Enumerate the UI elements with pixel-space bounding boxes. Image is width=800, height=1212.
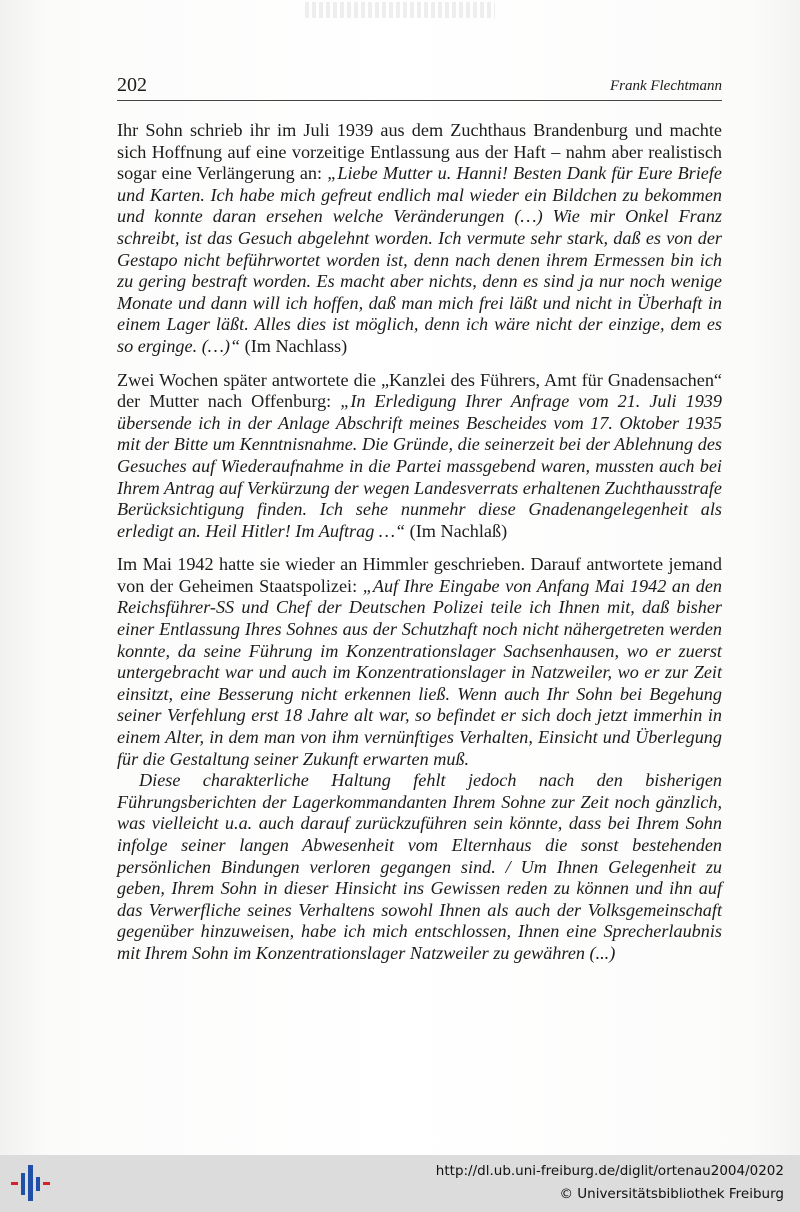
running-head-author: Frank Flechtmann — [609, 78, 722, 94]
logo-bar-left — [21, 1173, 25, 1195]
paragraph — [117, 120, 722, 358]
text-run: Im Mai 1942 hatte sie wieder an Himmler geschrieben. Darauf antwortete jemand von der Geheimen Staatspolizei: — [117, 554, 722, 596]
logo-bar-center — [28, 1165, 33, 1201]
logo-dash-right — [43, 1182, 50, 1185]
logo-bar-right — [36, 1177, 40, 1191]
header-rule — [117, 100, 722, 101]
page-header — [117, 74, 722, 100]
ub-freiburg-logo-icon — [8, 1163, 52, 1203]
page-number: 202 — [117, 74, 147, 96]
text-run: (Im Nachlass) — [240, 335, 348, 356]
quoted-text: „Liebe Mutter u. Hanni! Besten Dank für Eure Briefe und Karten. Ich habe mich gefreut endlich mal wieder ein Bildchen zu bekommen und konnte daran ersehen welche Veränderungen (…) Wie mir Onkel Franz schreibt, ist das Gesuch abgelehnt worden. Ich vermute sehr stark, daß es von der Gestapo nicht beführwortet worden ist, denn nach denen ihrem Ermessen bin ich zu gering bestraft worden. Es macht aber nichts, denn es sind ja nur noch wenige Monate und dann will ich hoffen, daß man mich frei läßt und nicht in Überhaft in einem Lager läßt. Alles dies ist möglich, denn ich wäre nicht der einzige, dem es so erginge. (…)“ — [117, 163, 723, 356]
quoted-text: Diese charakterliche Haltung fehlt jedoch nach den bisherigen Führungsberichten der Lagerkommandanten Ihrem Sohne zur Zeit noch gänzlich, was vielleicht u.a. auch darauf zurückzuführen sein könnte, dass bei Ihrem Sohn infolge seiner langen Abwesenheit vom Elternhaus die sonst bestehenden persönlichen Bindungen verloren gegangen sind. / Um Ihnen Gelegenheit zu geben, Ihrem Sohn in dieser Hinsicht ins Gewissen reden zu können und ihn auf das Verwerfliche seines Verhaltens sowohl Ihnen als auch der Volksgemeinschaft gegenüber hinzuweisen, habe ich mich entschlossen, Ihnen eine Sprecherlaubnis mit Ihrem Sohn im Konzentrationslager Natzweiler zu gewähren (...) — [117, 770, 722, 963]
body-text — [117, 120, 722, 965]
bleed-through-text — [305, 2, 495, 18]
quoted-text: „Auf Ihre Eingabe von Anfang Mai 1942 an den Reichsführer-SS und Chef der Deutschen Polizei teile ich Ihnen mit, daß bisher einer Entlassung Ihres Sohnes aus der Schutzhaft noch nicht nähergetreten werden konnte, da seine Führung im Konzentrationslager Sachsenhausen, wo er zuerst untergebracht war und auch im Konzentrationslager in Natzweiler, wo er zur Zeit einsitzt, eine Besserung nicht erkennen ließ. Wenn auch Ihr Sohn bei Begehung seiner Verfehlung erst 18 Jahre alt war, so befindet er sich doch jetzt immerhin in einem Alter, in dem man von ihm vernünftiges Verhalten, Einsicht und Überlegung für die Gestaltung seiner Zukunft erwarten muß. — [117, 575, 723, 769]
text-run: (Im Nachlaß) — [405, 520, 508, 541]
paragraph — [117, 770, 722, 964]
paragraph — [117, 370, 722, 543]
paragraph — [117, 554, 722, 770]
copyright-notice: © Universitätsbibliothek Freiburg — [559, 1186, 784, 1202]
source-url-link[interactable]: http://dl.ub.uni-freiburg.de/diglit/ortenau2004/0202 — [435, 1163, 784, 1179]
logo-dash-left — [11, 1182, 18, 1185]
viewer-footer — [0, 1155, 800, 1212]
quoted-text: „In Erledigung Ihrer Anfrage vom 21. Juli 1939 übersende ich in der Anlage Abschrift meines Bescheides vom 17. Oktober 1935 mit der Bitte um Kenntnisnahme. Die Gründe, die seinerzeit bei der Ablehnung des Gesuches auf Wiederaufnahme in die Partei massgebend waren, mussten auch bei Ihrem Antrag auf Verkürzung der wegen Landesverrats erhaltenen Zuchthausstrafe Berücksichtigung finden. Ich sehe nunmehr diese Gnadenangelegenheit als erledigt an. Heil Hitler! Im Auftrag …“ — [117, 391, 722, 541]
text-run: Ihr Sohn schrieb ihr im Juli 1939 aus dem Zuchthaus Brandenburg und machte sich Hoffnung auf eine vorzeitige Entlassung aus der Haft – nahm aber realistisch sogar eine Verlängerung an: — [117, 120, 722, 184]
text-run: Zwei Wochen später antwortete die „Kanzlei des Führers, Amt für Gnadensachen“ der Mutter nach Offenburg: — [117, 369, 722, 412]
